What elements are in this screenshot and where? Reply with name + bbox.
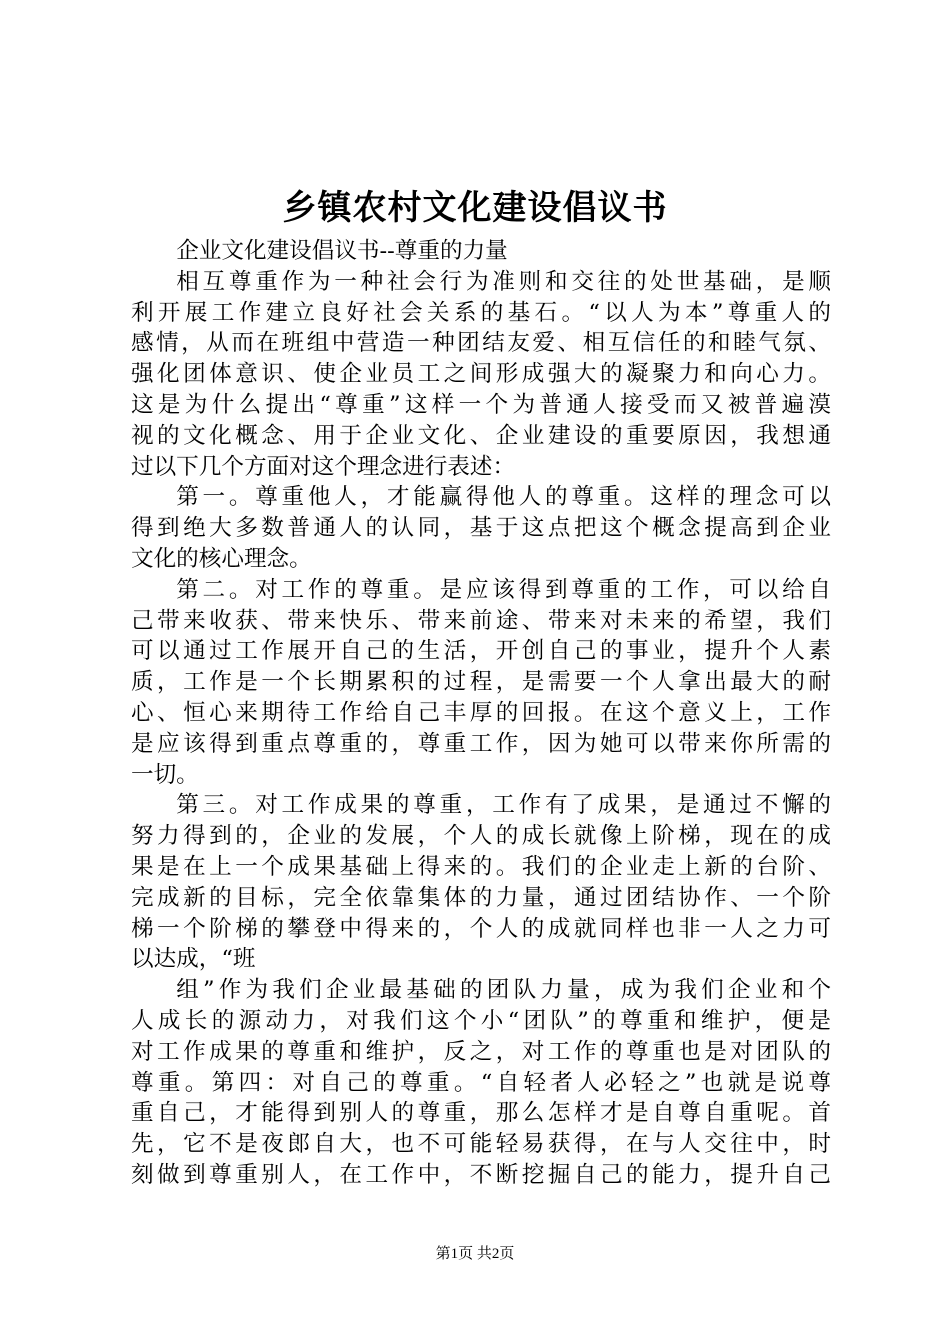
body-line: 组”作为我们企业最基础的团队力量，成为我们企业和个 bbox=[176, 977, 831, 1004]
body-line: 以达成，“班 bbox=[131, 946, 256, 973]
body-line: 果是在上一个成果基础上得来的。我们的企业走上新的台阶、 bbox=[131, 853, 831, 880]
body-line: 第二。对工作的尊重。是应该得到尊重的工作，可以给自 bbox=[176, 576, 831, 603]
body-line: 过以下几个方面对这个理念进行表述： bbox=[131, 453, 516, 480]
body-line: 第一。尊重他人，才能赢得他人的尊重。这样的理念可以 bbox=[176, 484, 831, 511]
body-line: 梯一个阶梯的攀登中得来的，个人的成就同样也非一人之力可 bbox=[131, 915, 831, 942]
body-line: 第三。对工作成果的尊重，工作有了成果，是通过不懈的 bbox=[176, 792, 831, 819]
body-line: 强化团体意识、使企业员工之间形成强大的凝聚力和向心力。 bbox=[131, 361, 831, 388]
body-line: 刻做到尊重别人，在工作中，不断挖掘自己的能力，提升自己 bbox=[131, 1161, 831, 1188]
body-line: 文化的核心理念。 bbox=[131, 545, 312, 572]
body-line: 得到绝大多数普通人的认同，基于这点把这个概念提高到企业 bbox=[131, 515, 831, 542]
body-line: 相互尊重作为一种社会行为准则和交往的处世基础，是顺 bbox=[176, 268, 831, 295]
body-line: 尊重。第四：对自己的尊重。“自轻者人必轻之”也就是说尊 bbox=[131, 1069, 831, 1096]
page-indicator: 第1页 共2页 bbox=[435, 1246, 515, 1262]
subtitle-line: 企业文化建设倡议书--尊重的力量 bbox=[176, 238, 508, 264]
body-line: 先，它不是夜郎自大，也不可能轻易获得，在与人交往中，时 bbox=[131, 1131, 831, 1158]
body-line: 人成长的源动力，对我们这个小“团队”的尊重和维护，便是 bbox=[131, 1007, 831, 1034]
body-line: 感情，从而在班组中营造一种团结友爱、相互信任的和睦气氛、 bbox=[131, 330, 831, 357]
body-line: 质，工作是一个长期累积的过程，是需要一个人拿出最大的耐 bbox=[131, 669, 831, 696]
body-line: 己带来收获、带来快乐、带来前途、带来对未来的希望，我们 bbox=[131, 607, 831, 634]
body-line: 一切。 bbox=[131, 761, 199, 788]
body-line: 利开展工作建立良好社会关系的基石。“以人为本”尊重人的 bbox=[131, 299, 831, 326]
body-line: 对工作成果的尊重和维护，反之，对工作的尊重也是对团队的 bbox=[131, 1038, 831, 1065]
body-line: 视的文化概念、用于企业文化、企业建设的重要原因，我想通 bbox=[131, 422, 831, 449]
body-line: 重自己，才能得到别人的尊重，那么怎样才是自尊自重呢。首 bbox=[131, 1100, 831, 1127]
body-line: 努力得到的，企业的发展，个人的成长就像上阶梯，现在的成 bbox=[131, 823, 831, 850]
body-line: 完成新的目标，完全依靠集体的力量，通过团结协作、一个阶 bbox=[131, 884, 831, 911]
document-title: 乡镇农村文化建设倡议书 bbox=[282, 188, 668, 228]
body-line: 可以通过工作展开自己的生活，开创自己的事业，提升个人素 bbox=[131, 638, 831, 665]
body-line: 心、恒心来期待工作给自己丰厚的回报。在这个意义上，工作 bbox=[131, 699, 831, 726]
document-body bbox=[131, 236, 831, 1191]
body-line: 这是为什么提出“尊重”这样一个为普通人接受而又被普遍漠 bbox=[131, 391, 831, 418]
body-line: 是应该得到重点尊重的，尊重工作，因为她可以带来你所需的 bbox=[131, 730, 831, 757]
